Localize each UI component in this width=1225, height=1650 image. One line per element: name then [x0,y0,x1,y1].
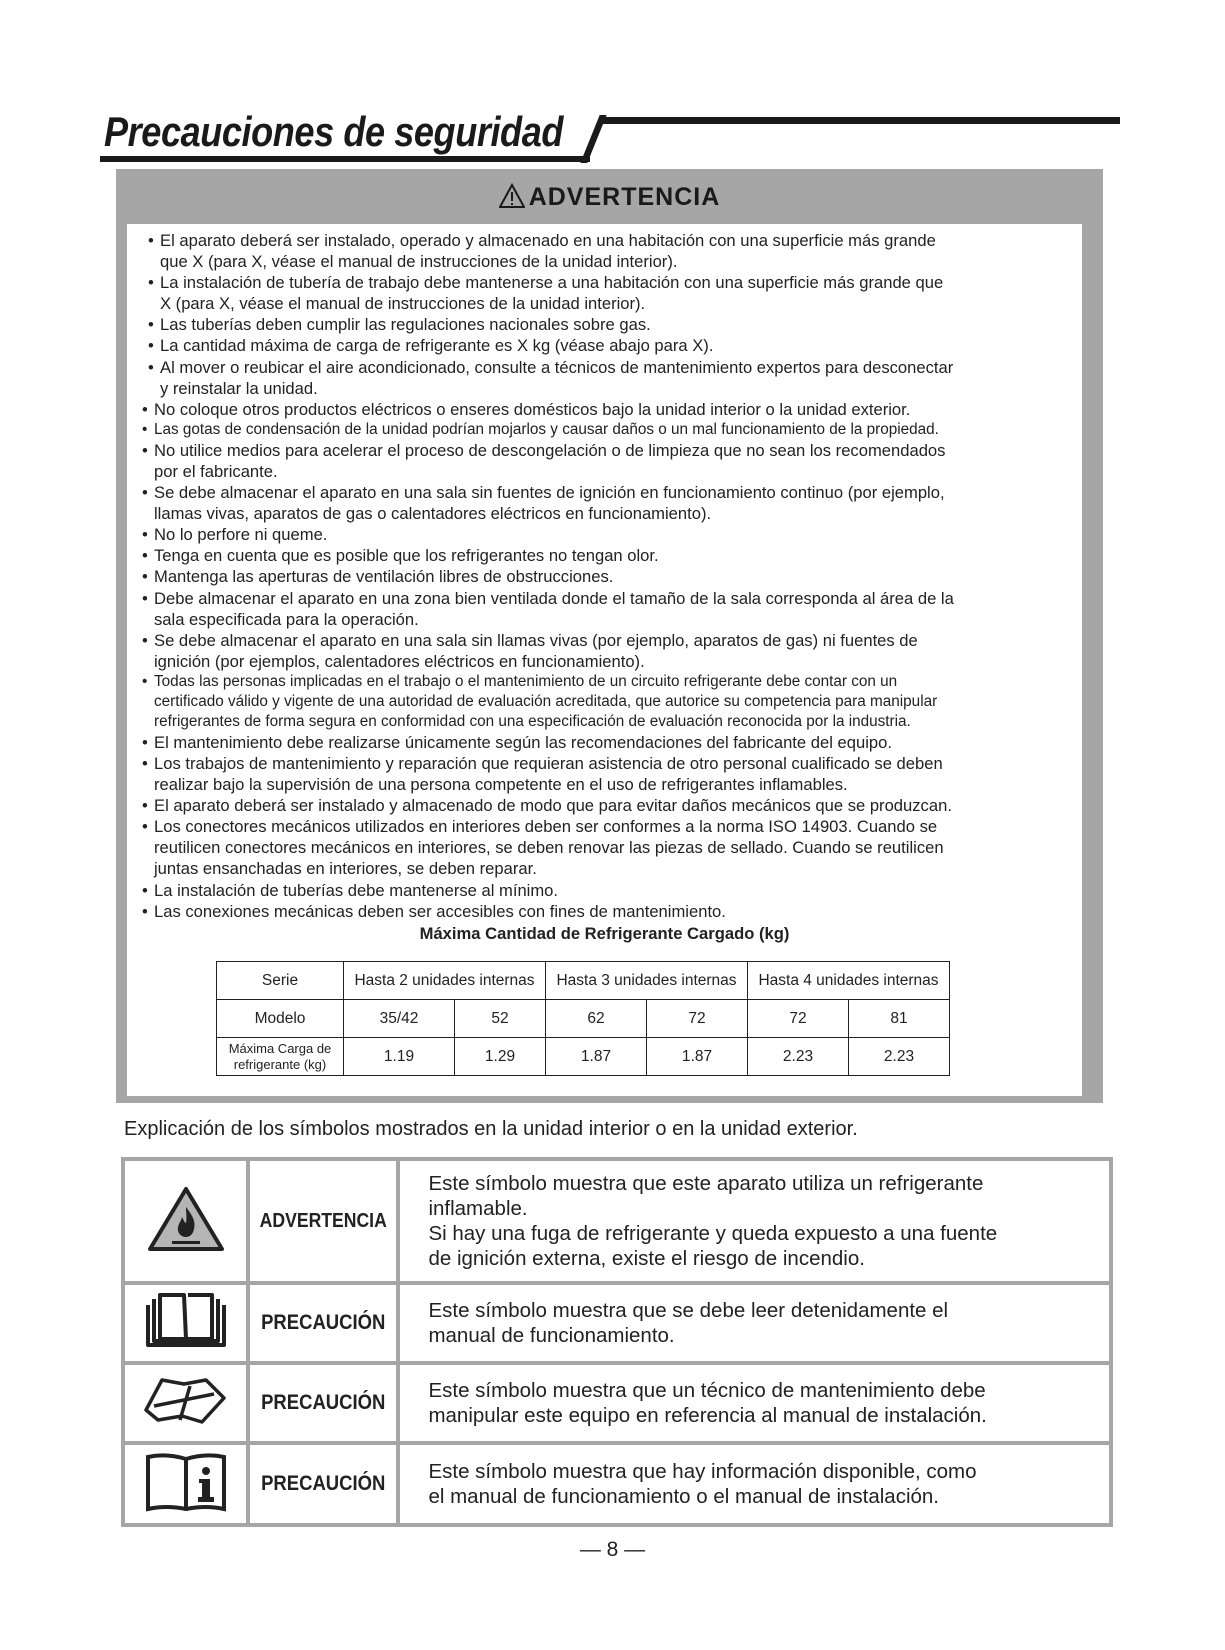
bullet-line: certificado válido y vigente de una autoridad de evaluación acreditada, que autorice su competencia para manipular [154,692,938,710]
warning-bullet [142,672,954,732]
model-cell: 72 [748,1000,849,1038]
symbol-icon-cell [123,1363,248,1443]
bullet-line: Debe almacenar el aparato en una zona bien ventilada donde el tamaño de la sala corresponda al área de la [154,588,954,608]
symbol-icon-cell [123,1443,248,1525]
warning-bullet [142,880,954,901]
warning-bullet [148,357,954,399]
symbol-icon-cell [123,1159,248,1283]
bullet-dot: • [142,483,148,503]
bullet-dot: • [148,231,154,250]
refrigerant-table-caption: Máxima Cantidad de Refrigerante Cargado (kg) [419,924,790,943]
warning-bullet [142,482,954,524]
bullet-line: sala especificada para la operación. [154,609,419,629]
bullet-dot: • [148,357,154,377]
bullet-dot: • [142,525,148,545]
warning-bullet [148,272,954,314]
symbols-table [121,1157,1113,1527]
bullet-line: llamas vivas, aparatos de gas o calentadores eléctricos en funcionamiento). [154,504,712,524]
bullet-dot: • [148,315,154,335]
bullet-line: No utilice medios para acelerar el proceso de descongelación o de limpieza que no sean los recomendados [154,440,946,460]
warning-bullet [142,753,954,795]
model-header: Modelo [217,1000,344,1038]
bullet-line: La instalación de tuberías debe mantenerse al mínimo. [154,880,559,900]
bullet-line: El mantenimiento debe realizarse únicamente según las recomendaciones del fabricante del equipo. [154,732,892,752]
bullet-line: Los trabajos de mantenimiento y reparación que requieran asistencia de otro personal cualificado se deben [154,753,943,773]
warning-bullet [148,314,954,335]
bullet-line: El aparato deberá ser instalado y almacenado de modo que para evitar daños mecánicos que se produzcan. [154,796,952,816]
bullet-dot: • [148,273,154,293]
bullet-line: La instalación de tubería de trabajo debe mantenerse a una habitación con una superficie más grande que [160,273,944,293]
symbols-intro: Explicación de los símbolos mostrados en la unidad interior o en la unidad exterior. [124,1118,858,1140]
warning-bullet [142,901,954,922]
bullet-dot: • [142,672,148,690]
model-cell: 62 [546,1000,647,1038]
charge-header-line: Máxima Carga de [228,1040,332,1056]
charge-cell: 1.87 [546,1038,647,1076]
table-row [217,1000,950,1038]
bullet-dot: • [142,796,148,816]
bullet-line: Se debe almacenar el aparato en una sala sin llamas vivas (por ejemplo, aparatos de gas) ni fuentes de [154,630,918,650]
bullet-line: La cantidad máxima de carga de refrigerante es X kg (véase abajo para X). [160,336,714,356]
charge-cell: 1.19 [344,1038,455,1076]
bullet-line: Tenga en cuenta que es posible que los refrigerantes no tengan olor. [154,546,659,566]
group-header: Hasta 2 unidades internas [344,962,546,1000]
model-cell: 52 [455,1000,546,1038]
bullet-dot: • [142,753,148,773]
symbol-label: PRECAUCIÓN [257,1283,389,1363]
charge-header [217,1038,344,1076]
symbol-row [123,1443,1111,1525]
symbol-description [398,1283,1111,1363]
description-line: el manual de funcionamiento o el manual de instalación. [428,1485,940,1508]
symbol-icon-cell [123,1283,248,1363]
warning-content [127,224,1082,1096]
symbol-label: PRECAUCIÓN [257,1443,389,1525]
description-line: Este símbolo muestra que se debe leer detenidamente el [428,1299,949,1322]
bullet-dot: • [142,880,148,900]
bullet-line: realizar bajo la supervisión de una persona competente en el uso de refrigerantes inflamables. [154,775,848,795]
flammable-warning-icon [146,1242,226,1259]
bullet-line: Se debe almacenar el aparato en una sala sin fuentes de ignición en funcionamiento continuo (por ejemplo, [154,483,945,503]
description-line: Este símbolo muestra que un técnico de mantenimiento debe [428,1379,986,1402]
warning-bullet [142,440,954,482]
bullet-line: Al mover o reubicar el aire acondicionado, consulte a técnicos de mantenimiento expertos para desconectar [160,357,954,377]
description-line: inflamable. [428,1197,528,1220]
symbol-description [398,1363,1111,1443]
charge-cell: 2.23 [748,1038,849,1076]
refrigerant-table [216,961,950,1076]
warning-bullet [142,795,954,816]
bullet-line: Las tuberías deben cumplir las regulaciones nacionales sobre gas. [160,315,651,335]
symbol-label: PRECAUCIÓN [257,1363,389,1443]
serie-header: Serie [217,962,344,1000]
bullet-dot: • [142,399,148,419]
warning-bullet [142,566,954,587]
warning-bullet [142,588,954,630]
group-header: Hasta 4 unidades internas [748,962,950,1000]
warning-bullet [148,230,954,272]
read-manual-icon [144,1338,228,1355]
description-line: Este símbolo muestra que este aparato utiliza un refrigerante [428,1172,984,1195]
bullet-dot: • [142,817,148,837]
symbol-label: ADVERTENCIA [257,1159,389,1283]
warning-bullet [142,630,954,672]
bullet-line: ignición (por ejemplos, calentadores eléctricos en funcionamiento). [154,651,645,671]
symbol-row [123,1363,1111,1443]
bullet-line: reutilicen conectores mecánicos en interiores, se deben renovar las piezas de sellado. Cuando se reutilicen [154,838,944,858]
table-row [217,1038,950,1076]
info-manual-icon [144,1500,228,1517]
model-cell: 72 [647,1000,748,1038]
charge-cell: 1.87 [647,1038,748,1076]
bullet-dot: • [148,336,154,356]
bullet-line: Las conexiones mecánicas deben ser accesibles con fines de mantenimiento. [154,901,726,921]
page-number: — 8 — [579,1538,646,1561]
description-line: Este símbolo muestra que hay información disponible, como [428,1460,977,1483]
bullet-line: Todas las personas implicadas en el trabajo o el mantenimiento de un circuito refrigerante debe contar con un [154,672,898,690]
warning-bullet [142,816,954,879]
page-title: Precauciones de seguridad [104,108,563,155]
bullet-line: Las gotas de condensación de la unidad podrían mojarlos y causar daños o un mal funcionamiento de la propiedad. [154,420,939,438]
symbol-description [398,1443,1111,1525]
bullet-line: X (para X, véase el manual de instrucciones de la unidad interior). [160,294,646,314]
warning-box [116,169,1103,1103]
warning-heading [116,183,1103,212]
warning-triangle-icon [499,183,525,209]
symbol-description [398,1159,1111,1283]
description-line: manual de funcionamiento. [428,1324,675,1347]
symbol-row [123,1283,1111,1363]
title-rule [600,117,1120,124]
bullet-dot: • [142,630,148,650]
bullet-line: No coloque otros productos eléctricos o enseres domésticos bajo la unidad interior o la unidad exterior. [154,399,911,419]
warning-bullet [142,732,954,753]
table-row [217,962,950,1000]
description-line: manipular este equipo en referencia al manual de instalación. [428,1404,987,1427]
symbol-row [123,1159,1111,1283]
bullet-dot: • [142,588,148,608]
bullet-line: No lo perfore ni queme. [154,525,328,545]
bullet-dot: • [142,420,148,438]
bullet-line: Mantenga las aperturas de ventilación libres de obstrucciones. [154,567,614,587]
warning-bullet [142,524,954,545]
group-header: Hasta 3 unidades internas [546,962,748,1000]
bullet-line: juntas ensanchadas en interiores, se deben reparar. [154,859,537,879]
bullet-dot: • [142,901,148,921]
model-cell: 81 [849,1000,950,1038]
warning-bullet [142,545,954,566]
bullet-dot: • [142,440,148,460]
bullet-line: Los conectores mecánicos utilizados en interiores deben ser conformes a la norma ISO 14903. Cuando se [154,817,938,837]
charge-cell: 1.29 [455,1038,546,1076]
warning-heading-text: ADVERTENCIA [528,183,721,211]
charge-cell: 2.23 [849,1038,950,1076]
charge-header-line: refrigerante (kg) [233,1056,327,1072]
warning-bullet [148,335,954,356]
bullet-line: El aparato deberá ser instalado, operado y almacenado en una habitación con una superficie más grande [160,231,936,250]
service-manual-icon [144,1413,228,1430]
bullet-line: que X (para X, véase el manual de instrucciones de la unidad interior). [160,252,678,272]
warning-bullet [142,420,954,440]
description-line: de ignición externa, existe el riesgo de incendio. [428,1247,865,1270]
bullet-dot: • [142,567,148,587]
description-line: Si hay una fuga de refrigerante y queda expuesto a una fuente [428,1222,998,1245]
model-cell: 35/42 [344,1000,455,1038]
warning-bullet [142,399,954,420]
bullet-dot: • [142,546,148,566]
warning-bullet-list [142,230,954,922]
bullet-dot: • [142,732,148,752]
bullet-line: refrigerantes de forma segura en conformidad con una especificación de evaluación reconocida por la industria. [154,712,911,730]
bullet-line: por el fabricante. [154,461,278,481]
title-underline [100,156,590,162]
bullet-line: y reinstalar la unidad. [160,378,318,398]
